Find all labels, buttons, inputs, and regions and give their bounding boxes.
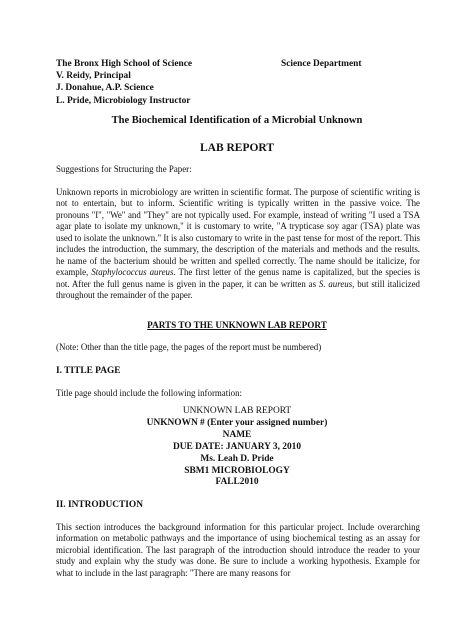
introduction-heading: II. INTRODUCTION (56, 500, 143, 510)
species-name: Staphylococcus aureus (91, 267, 174, 278)
species-abbrev: S. aureus (318, 278, 353, 289)
document-title: The Biochemical Identification of a Microbial Unknown (111, 115, 363, 126)
title-page-heading: I. TITLE PAGE (56, 366, 121, 376)
ap-line: J. Donahue, A.P. Science (56, 83, 154, 94)
title-page-line: NAME (222, 429, 252, 440)
title-page-instructions: Title page should include the following information: (56, 388, 243, 398)
intro-text-3: , but still italicized throughout the remainder of the paper. (56, 278, 420, 301)
introduction-paragraph: This section introduces the background information for this particular project. Include overarching information on metabolic pathways and the importance of using biochemical testing as an assay for microbial identification. The last paragraph of the introduction should introduce the reader to your study and explain why the study was done. Be sure to include a working hypothesis. Example for what to include in the last paragraph: "There are many reasons for (56, 522, 420, 578)
title-page-line: SBM1 MICROBIOLOGY (184, 465, 290, 476)
suggestions-line: Suggestions for Structuring the Paper: (56, 164, 192, 174)
school-name: The Bronx High School of Science (56, 59, 193, 69)
parts-heading: PARTS TO THE UNKNOWN LAB REPORT (147, 320, 327, 330)
letterhead (56, 58, 436, 107)
title-page-line: Ms. Leah D. Pride (200, 453, 274, 464)
numbering-note: (Note: Other than the title page, the pages of the report must be numbered) (56, 342, 322, 352)
lab-report-heading: LAB REPORT (199, 142, 275, 154)
principal-line: V. Reidy, Principal (56, 71, 131, 82)
title-page-line: FALL2010 (215, 477, 259, 488)
instructor-line: L. Pride, Microbiology Instructor (56, 95, 191, 106)
title-page-contents (0, 406, 474, 489)
title-page-line: UNKNOWN # (Enter your assigned number) (146, 417, 328, 428)
intro-paragraph (56, 187, 420, 302)
title-page-line: DUE DATE: JANUARY 3, 2010 (172, 441, 302, 452)
intro-text-2: . The first letter of the genus name is capitalized, but the species is not. After the full genus name is given in the paper, it can be written as (56, 267, 420, 289)
intro-text-1: Unknown reports in microbiology are written in scientific format. The purpose of scientific writing is not to entertain, but to inform. Scientific writing is typically written in the passive voice. The pronouns "I", "We" and "They" are not typically used. For example, instead of writing "I used a TSA agar plate to isolate my unknown," it is customary to write, "A trypticase soy agar (TSA) plate was used to isolate the unknown." It is also customary to write in the past tense for most of the report. This includes the introduction, the summary, the description of the materials and methods and the results. he name of the bacterium should be written and spelled correctly. The name should be italicize, for example, (56, 187, 420, 278)
department-name: Science Department (281, 59, 362, 69)
title-page-line: UNKNOWN LAB REPORT (182, 406, 292, 416)
